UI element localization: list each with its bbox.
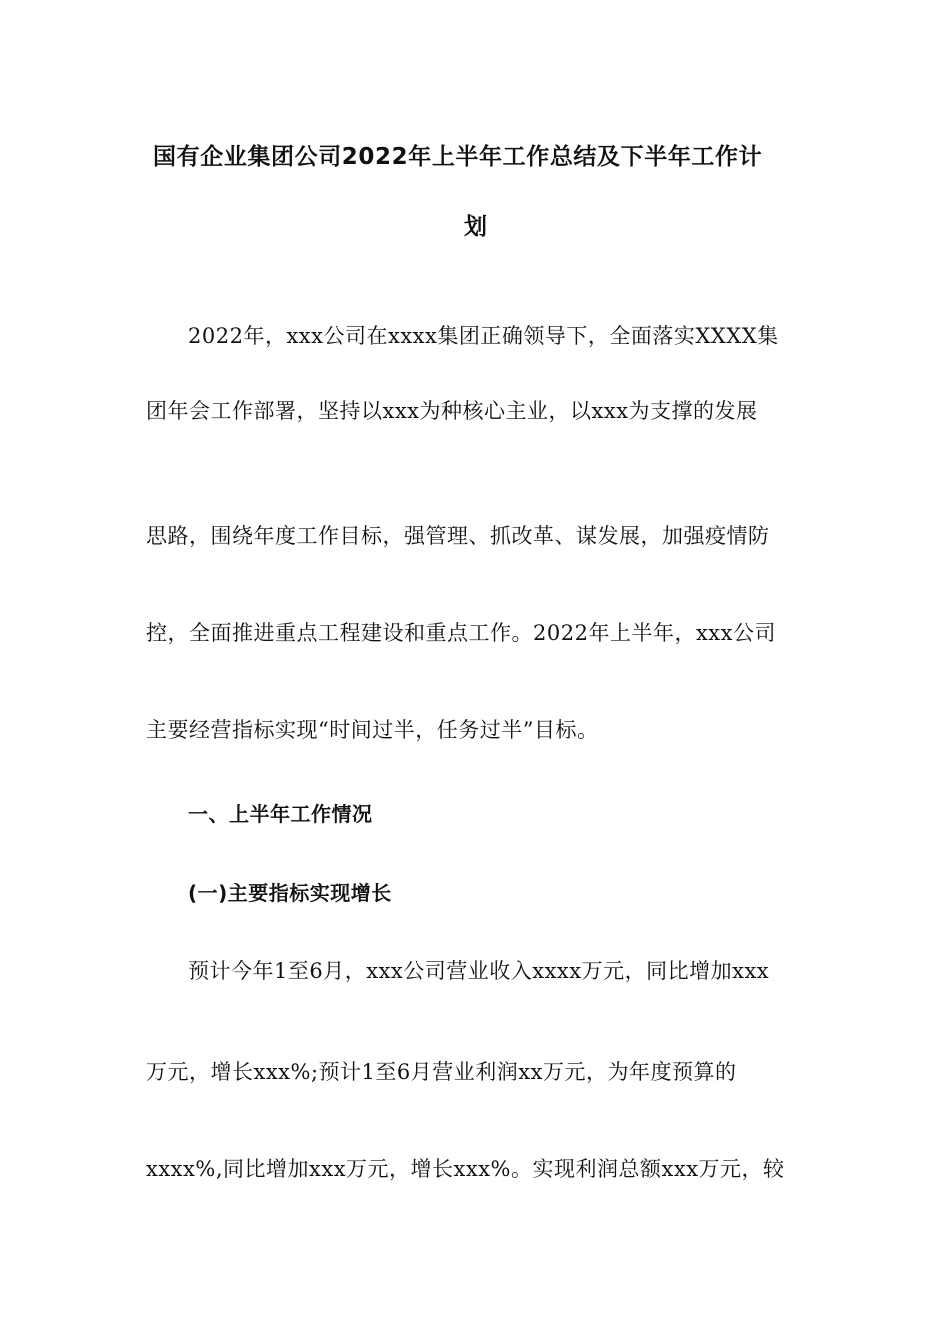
document-title-line-1: 国有企业集团公司2022年上半年工作总结及下半年工作计 xyxy=(153,144,763,170)
intro-paragraph-line: 2022年，xxx公司在xxxx集团正确领导下，全面落实XXXX集 xyxy=(188,324,779,348)
section-heading: 一、上半年工作情况 xyxy=(188,802,373,826)
intro-paragraph-line: 控，全面推进重点工程建设和重点工作。2022年上半年，xxx公司 xyxy=(146,621,776,645)
intro-paragraph-line: 团年会工作部署，坚持以xxx为种核心主业，以xxx为支撑的发展 xyxy=(146,399,758,423)
body-paragraph-line: xxxx%,同比增加xxx万元，增长xxx%。实现利润总额xxx万元，较 xyxy=(146,1157,785,1181)
document-title-line-2: 划 xyxy=(464,214,488,240)
body-paragraph-line: 万元，增长xxx%;预计1至6月营业利润xx万元，为年度预算的 xyxy=(146,1060,737,1084)
intro-paragraph-line: 思路，围绕年度工作目标，强管理、抓改革、谋发展，加强疫情防 xyxy=(146,524,770,548)
intro-paragraph-line: 主要经营指标实现“时间过半，任务过半”目标。 xyxy=(146,718,599,742)
subsection-heading: (一)主要指标实现增长 xyxy=(188,881,392,905)
body-paragraph-line: 预计今年1至6月，xxx公司营业收入xxxx万元，同比增加xxx xyxy=(188,959,770,983)
